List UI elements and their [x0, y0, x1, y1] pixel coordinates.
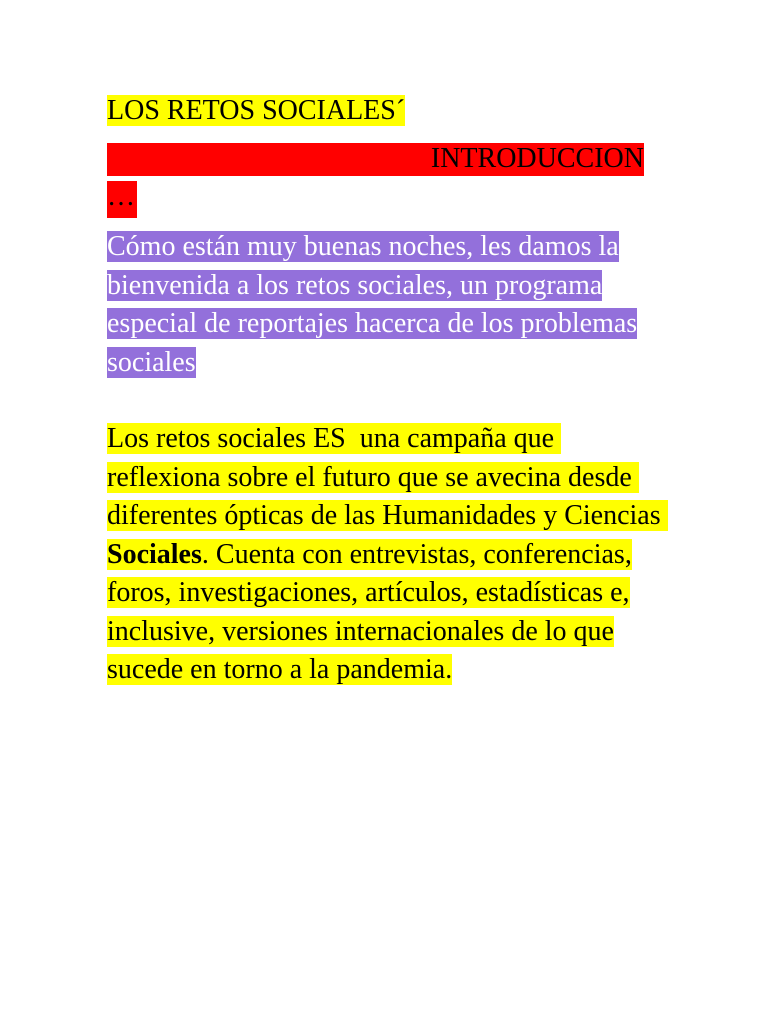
description-paragraph-text [107, 423, 668, 685]
document-title [107, 93, 405, 129]
title-text: LOS RETOS SOCIALES´ [107, 95, 406, 126]
intro-ellipsis-text: … [107, 181, 137, 218]
description-paragraph [107, 420, 667, 690]
greeting-paragraph-text: Cómo están muy buenas noches, les damos la bienvenida a los retos sociales, un programa especial de reportajes hacerca de los problemas sociales [107, 231, 638, 378]
description-bold-word: Sociales [107, 538, 202, 570]
intro-ellipsis [107, 180, 137, 214]
greeting-paragraph [107, 228, 667, 382]
intro-heading-bar [107, 143, 644, 176]
description-text-start: Los retos sociales ES una campaña que reflexiona sobre el futuro que se avecina desde diferentes ópticas de las Humanidades y Ciencias [107, 423, 668, 531]
intro-heading: INTRODUCCION [430, 143, 644, 174]
description-text-end: . Cuenta con entrevistas, conferencias, foros, investigaciones, artículos, estadísticas e, inclusive, versiones internacionales de lo que sucede en torno a la pandemia. [107, 538, 632, 685]
